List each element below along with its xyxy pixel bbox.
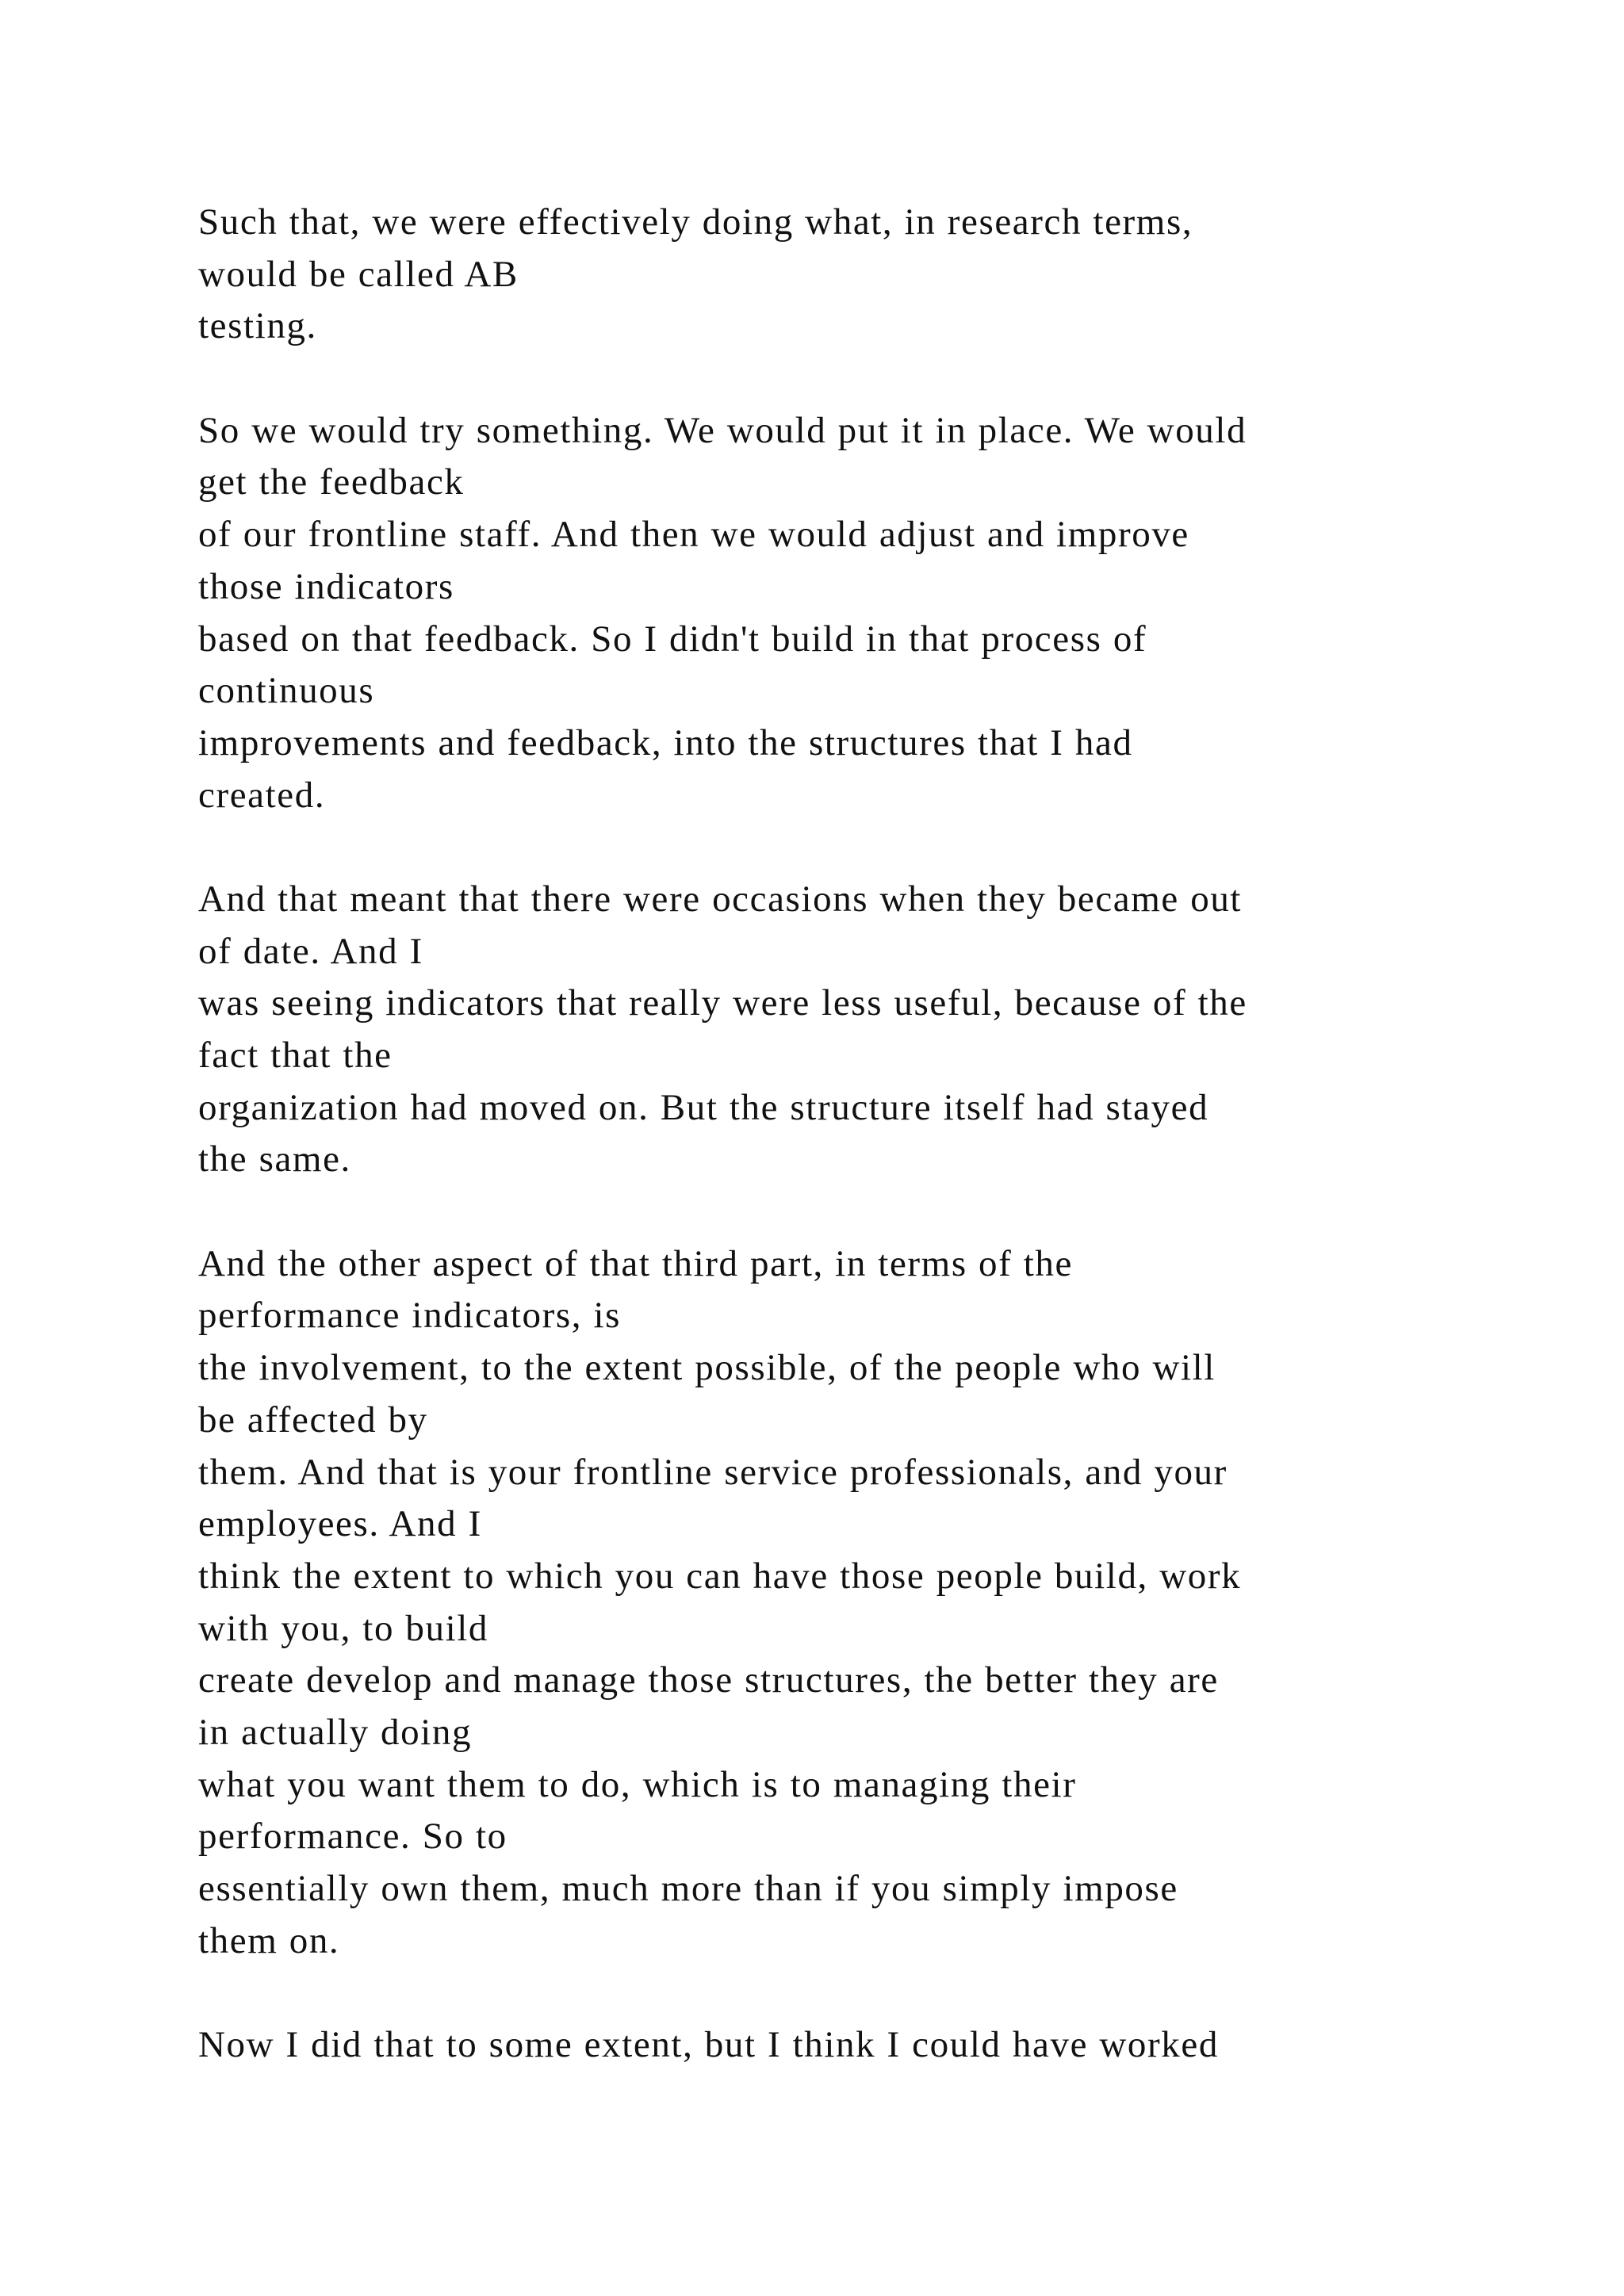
- text-line: Now I did that to some extent, but I think I could have worked: [198, 2024, 1219, 2066]
- text-line: them. And that is your frontline service professionals, and your: [198, 1451, 1228, 1493]
- text-line: those indicators: [198, 565, 454, 607]
- text-line: Such that, we were effectively doing what, in research terms,: [198, 201, 1193, 243]
- text-line: improvements and feedback, into the structures that I had: [198, 721, 1133, 763]
- text-line: created.: [198, 774, 326, 816]
- text-line: performance. So to: [198, 1816, 508, 1858]
- text-line: would be called AB: [198, 253, 519, 295]
- text-line: with you, to build: [198, 1607, 489, 1649]
- text-line: them on.: [198, 1919, 340, 1961]
- paragraph-gap: [198, 821, 1546, 874]
- text-line: what you want them to do, which is to managing their: [198, 1763, 1077, 1805]
- text-line: get the feedback: [198, 461, 465, 503]
- text-line: of our frontline staff. And then we would adjust and improve: [198, 514, 1189, 556]
- text-line: in actually doing: [198, 1711, 473, 1753]
- text-line: create develop and manage those structures, the better they are: [198, 1659, 1219, 1701]
- text-line: think the extent to which you can have those people build, work: [198, 1555, 1242, 1597]
- paragraph-gap: [198, 1967, 1546, 2019]
- text-line: the same.: [198, 1138, 351, 1181]
- paragraph-gap: [198, 1186, 1546, 1238]
- text-line: of date. And I: [198, 930, 423, 972]
- text-line: employees. And I: [198, 1503, 482, 1545]
- text-line: So we would try something. We would put it in place. We would: [198, 409, 1247, 451]
- text-line: And that meant that there were occasions when they became out: [198, 878, 1243, 920]
- text-line: the involvement, to the extent possible, of the people who will: [198, 1347, 1216, 1389]
- text-line: fact that the: [198, 1035, 393, 1076]
- text-line: And the other aspect of that third part, in terms of the: [198, 1242, 1073, 1284]
- text-line: be affected by: [198, 1399, 428, 1441]
- text-line: continuous: [198, 670, 375, 712]
- text-line: was seeing indicators that really were less useful, because of the: [198, 982, 1247, 1024]
- text-line: testing.: [198, 305, 317, 347]
- paragraph-gap: [198, 353, 1546, 405]
- text-line: performance indicators, is: [198, 1295, 621, 1337]
- text-line: organization had moved on. But the structure itself had stayed: [198, 1086, 1209, 1128]
- document-body: [198, 197, 1546, 2072]
- text-line: based on that feedback. So I didn't build in that process of: [198, 618, 1147, 660]
- text-line: essentially own them, much more than if you simply impose: [198, 1868, 1178, 1909]
